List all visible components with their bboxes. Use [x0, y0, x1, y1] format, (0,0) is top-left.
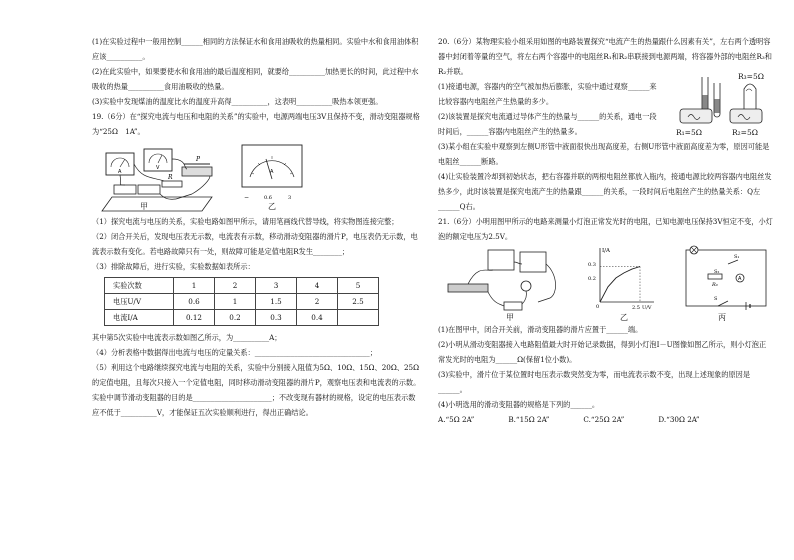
table-row-header: 电流I/A: [105, 310, 174, 326]
q19-part6: （5）利用这个电路继续探究电流与电阻的关系，实验中分别接入阻值为5Ω、10Ω、15Ω、20Ω、25Ω的定值电阻，且每次只接入一个定值电阻，同时移动滑动变阻器的滑片P，观察电压表和电流表的示数。实验中调节滑动变阻器的目的是______________________；不改变现有器材的规格，设定的电压表示数应不低于__________V，才能保证五次实验顺利进行，得出正确结论。: [92, 363, 421, 417]
graph-xtick-0: 0: [596, 304, 600, 310]
table-cell: 0.6: [174, 294, 215, 310]
q21-iu-graph: [588, 244, 658, 310]
svg-text:A: A: [118, 169, 122, 175]
table-cell: 3: [256, 278, 297, 294]
table-cell: 0.12: [174, 310, 215, 326]
iu-curve-line: [600, 267, 640, 303]
svg-text:S₂: S₂: [714, 269, 720, 275]
svg-text:P: P: [196, 156, 201, 163]
q18-part1: (1)在实验过程中一般用控制______相同的方法保证水和食用油吸收的热量相同。实验中水和食用油体积应该__________。: [92, 37, 419, 61]
graph-ytick-0-2: 0.2: [588, 276, 596, 282]
table-cell: 1: [215, 294, 256, 310]
q19-intro: 19.（6分）在“探究电流与电压和电阻的关系”的实验中，电源两端电压3V且保持不变，滑动变阻器规格为“25Ω 1A”。: [92, 112, 420, 136]
q21-option-c: C.“25Ω 2A”: [583, 415, 625, 424]
table-cell: 0.2: [215, 310, 256, 326]
graph-ylabel: I/A: [602, 248, 610, 254]
table-row-header: 实验次数: [105, 278, 174, 294]
table-cell: [338, 310, 379, 326]
svg-text:R: R: [168, 174, 173, 181]
graph-ytick-0-3: 0.3: [588, 262, 596, 268]
q20-part4: (4)让实验装置冷却到初始状态，把右容器并联的两根电阻丝都放入瓶内，接通电源比较两容器内电阻丝发热多少，此时该装置是探究电流产生的热量跟______的关系，一段时间后电阻丝产生的热量关系：Q左______Q右。: [438, 172, 772, 211]
q20-part1: (1)接通电源，容器内的空气被加热后膨胀，实验中通过观察______来比较容器内电阻丝产生热量的多少。: [438, 82, 657, 106]
q21-part2: (2)小明从滑动变阻器接入电路阻值最大时开始记录数据，得到小灯泡I－U图像如图乙所示，则小灯泡正常发光时的电阻为______Ω(保留1位小数)。: [438, 340, 767, 364]
q21-figure-yi-caption: 乙: [620, 313, 628, 322]
table-cell: 1: [174, 278, 215, 294]
right-column: [438, 34, 773, 427]
q20-intro: 20.（6分）某物理实验小组采用如图的电路装置探究“电流产生的热量跟什么因素有关”，左右两个透明容器中封闭着等量的空气，将左右两个容器中的电阻丝R₁和R₂串联接到电源两端，将容器外部的电阻丝R₃和R₂并联。: [438, 37, 772, 76]
svg-text:V: V: [156, 165, 160, 171]
q19-part2: （2）闭合开关后，发现电压表无示数，电流表有示数，移动滑动变阻器的滑片P，电压表仍无示数，电流表示数有变化。若电路故障只有一处，则故障可能是定值电阻R发生________；: [92, 232, 418, 256]
q21-option-d: D.“30Ω 2A”: [658, 415, 700, 424]
q20-part2: (2)该装置是探究电流通过导体产生的热量与______的关系，通电一段时间后，______容器内电阻丝产生的热量多。: [438, 112, 657, 136]
q21-schematic: [678, 244, 773, 314]
table-row-header: 电压U/V: [105, 294, 174, 310]
table-cell: 2.5: [338, 294, 379, 310]
table-row: [105, 310, 379, 326]
q18-part2: (2)在此实验中，如果要使水和食用油的最后温度相同，就要给__________加热更长的时间，此过程中水吸收的热量__________食用油吸收的热量。: [92, 67, 419, 91]
svg-text:A: A: [738, 276, 742, 282]
q20-label-r3: R₃=5Ω: [738, 72, 764, 81]
q19-part4: 其中第5次实验中电流表示数如图乙所示，为__________A；: [92, 333, 282, 342]
table-cell: 4: [297, 278, 338, 294]
q21-option-b: B.“15Ω 2A”: [508, 415, 550, 424]
svg-text:S: S: [714, 296, 718, 302]
q19-data-table: [104, 277, 379, 326]
table-cell: 0.4: [297, 310, 338, 326]
q21-part3: (3)实验中，滑片位于某位置时电压表示数突然变为零，而电流表示数不变，出现上述现象的原因是______。: [438, 370, 751, 394]
graph-xlabel: U/V: [642, 305, 652, 310]
q18-part3: (3)实验中发现煤油的温度比水的温度升高得__________，这表明__________吸热本领更强。: [92, 97, 383, 106]
q21-part4: (4)小明选用的滑动变阻器的规格是下列的______。: [438, 400, 600, 409]
q20-block: [438, 34, 773, 214]
svg-text:A: A: [270, 169, 274, 175]
q21-figure-bing-caption: 丙: [718, 313, 726, 322]
q19-part1: （1）探究电流与电压的关系，实验电路如图甲所示，请用笔画线代替导线，将实物图连接完整；: [92, 217, 399, 226]
table-row: [105, 278, 379, 294]
graph-xtick-2-5: 2.5: [632, 305, 640, 310]
table-row: [105, 294, 379, 310]
q19-part5: （4）分析表格中数据得出电流与电压的定量关系：________________________________；: [92, 348, 377, 357]
q19-figure-yi-caption: 乙: [268, 202, 276, 211]
q21-intro: 21.（6分）小明用图甲所示的电路来测量小灯泡正常发光时的电阻，已知电源电压保持3V恒定不变，小灯泡的额定电压为2.5V。: [438, 217, 773, 241]
q20-label-r1: R₁=5Ω: [676, 128, 702, 137]
q20-part3: (3)某小组在实验中观察到左侧U形管中液面很快出现高度差，右侧U形管中液面高度差为零，原因可能是电阻丝______断路。: [438, 142, 770, 166]
left-column: [92, 34, 422, 420]
q21-part1: (1)在图甲中，闭合开关前，滑动变阻器的滑片应置于______端。: [438, 325, 643, 334]
q19-figure-jia-caption: 甲: [140, 202, 148, 211]
table-cell: 5: [338, 278, 379, 294]
svg-text:0.6: 0.6: [264, 195, 272, 201]
table-cell: 1.5: [256, 294, 297, 310]
svg-text:R₀: R₀: [712, 282, 718, 288]
svg-text:S₁: S₁: [734, 254, 740, 260]
table-cell: 2: [215, 278, 256, 294]
table-cell: 2: [297, 294, 338, 310]
q21-figure-jia-caption: 甲: [506, 313, 514, 322]
q21-options: [438, 412, 773, 427]
q19-part3: （3）排除故障后，进行实验，实验数据如表所示：: [92, 262, 255, 271]
q20-label-r2: R₂=5Ω: [732, 128, 758, 137]
q21-figure: [438, 244, 773, 322]
table-cell: 0.3: [256, 310, 297, 326]
q21-option-a: A.“5Ω 2A”: [438, 415, 475, 424]
svg-text:−: −: [244, 194, 250, 201]
svg-text:3: 3: [288, 195, 292, 201]
q19-figure: [92, 139, 422, 214]
